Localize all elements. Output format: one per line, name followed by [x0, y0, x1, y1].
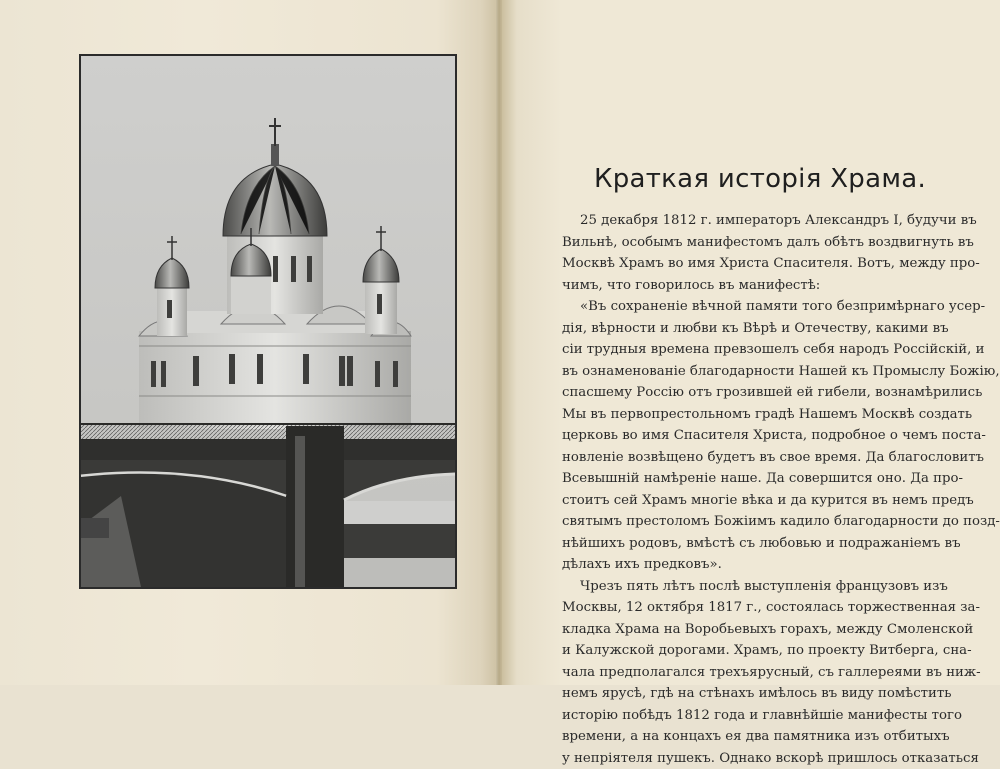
text-line: въ ознаменованіе благодарности Нашей къ Промыслу Божію,: [562, 361, 946, 383]
text-line: «Въ сохраненіе вѣчной памяти того безпримѣрнаго усер-: [562, 296, 946, 318]
chapter-title: Краткая исторія Храма.: [540, 164, 980, 194]
text-line: новленіе возвѣщено будетъ въ свое время. Да благословитъ: [562, 447, 946, 469]
text-line: чимъ, что говорилось въ манифестѣ:: [562, 275, 946, 297]
cathedral-illustration: [79, 54, 457, 589]
text-line: Москвѣ Храмъ во имя Христа Спасителя. Вотъ, между про-: [562, 253, 946, 275]
text-line: времени, а на концахъ ея два памятника изъ отбитыхъ: [562, 726, 946, 748]
text-line: кладка Храма на Воробьевыхъ горахъ, между Смоленской: [562, 619, 946, 641]
text-line: 25 декабря 1812 г. императоръ Александръ I, будучи въ: [562, 210, 946, 232]
text-line: Вильнѣ, особымъ манифестомъ далъ обѣтъ воздвигнуть въ: [562, 232, 946, 254]
body-text: [562, 210, 946, 769]
cathedral-bridge-illustration: [81, 56, 455, 587]
paragraph-2: [562, 296, 946, 576]
text-line: чала предполагался трехъярусный, съ галлереями въ ниж-: [562, 662, 946, 684]
text-line: Мы въ первопрестольномъ градѣ Нашемъ Москвѣ создать: [562, 404, 946, 426]
text-line: дѣлахъ ихъ предковъ».: [562, 554, 946, 576]
bridge-railing: [81, 424, 455, 440]
text-line: сіи трудныя времена превзошелъ себя народъ Россійскій, и: [562, 339, 946, 361]
text-line: стоитъ сей Храмъ многіе вѣка и да курится въ немъ предъ: [562, 490, 946, 512]
text-line: и Калужской дорогами. Храмъ, по проекту Витберга, сна-: [562, 640, 946, 662]
text-line: святымъ престоломъ Божіимъ кадило благодарности до позд-: [562, 511, 946, 533]
text-line: спасшему Россію отъ грозившей ей гибели, вознамѣрились: [562, 382, 946, 404]
paragraph-1: [562, 210, 946, 296]
text-line: дія, вѣрности и любви къ Вѣрѣ и Отечеству, какими въ: [562, 318, 946, 340]
text-line: немъ ярусѣ, гдѣ на стѣнахъ имѣлось въ виду помѣстить: [562, 683, 946, 705]
text-line: Всевышній намѣреніе наше. Да совершится оно. Да про-: [562, 468, 946, 490]
text-line: церковь во имя Спасителя Христа, подробное о чемъ поста-: [562, 425, 946, 447]
text-line: исторію побѣдъ 1812 года и главнѣйшіе манифесты того: [562, 705, 946, 727]
left-page: [0, 0, 496, 685]
text-line: Москвы, 12 октября 1817 г., состоялась торжественная за-: [562, 597, 946, 619]
paragraph-3: [562, 576, 946, 769]
text-line: Чрезъ пять лѣтъ послѣ выступленія французовъ изъ: [562, 576, 946, 598]
text-line: нѣйшихъ родовъ, вмѣстѣ съ любовью и подражаніемъ въ: [562, 533, 946, 555]
text-line: у непріятеля пушекъ. Однако вскорѣ пришлось отказаться: [562, 748, 946, 769]
